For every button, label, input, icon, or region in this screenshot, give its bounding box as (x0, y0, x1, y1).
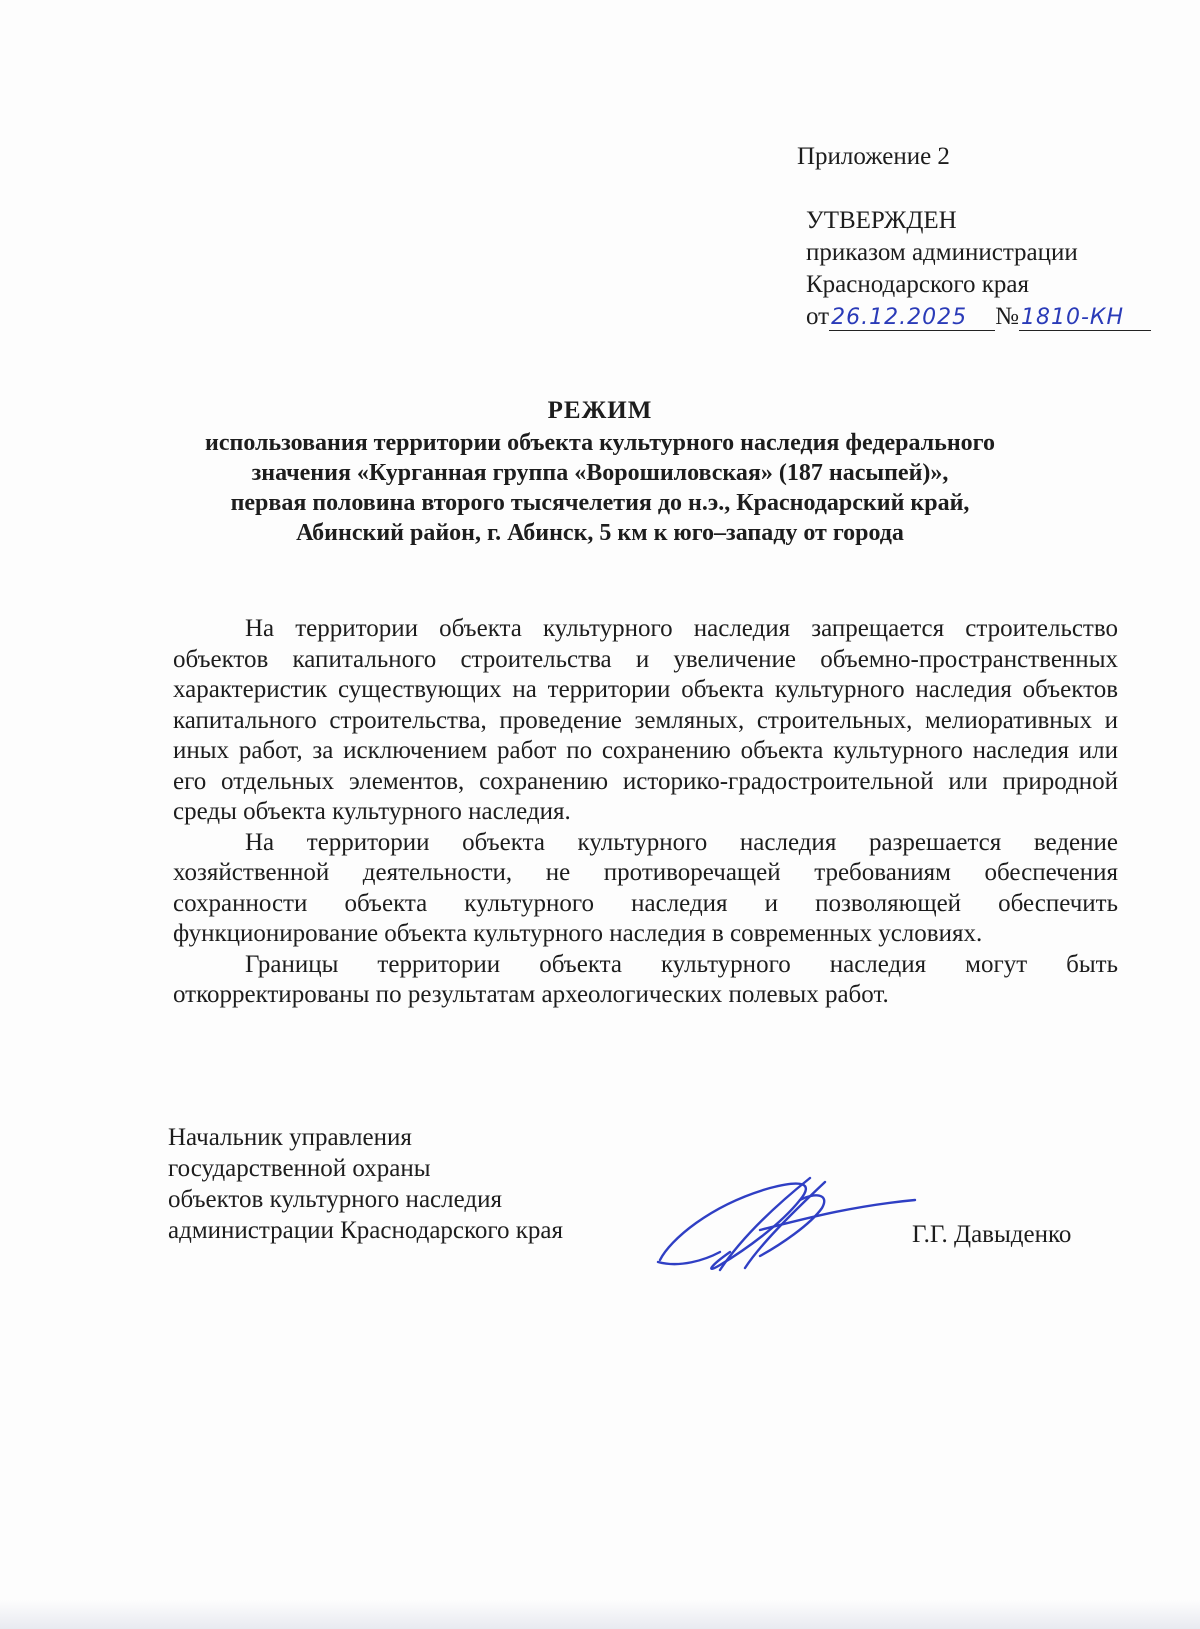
order-number: 1810-КН (1019, 306, 1151, 331)
approved-by-line1: приказом администрации (806, 239, 1078, 266)
body-paragraph-1: На территории объекта культурного наследия запрещается строительство объектов капитального строительства и увеличение объемно-пространственных характеристик существующих на территории объекта культурного наследия объектов капитального строительства, проведение земляных, строительных, мелиоративных и иных работ, за исключением работ по сохранению объекта культурного наследия или его отдельных элементов, сохранению историко-градостроительной или природной среды объекта культурного наследия. (173, 615, 1118, 825)
scan-edge-shadow (0, 1600, 1200, 1629)
signer-name: Г.Г. Давыденко (912, 1221, 1072, 1248)
title-line-3: первая половина второго тысячелетия до н.э., Краснодарский край, (230, 490, 970, 516)
handwritten-signature (650, 1170, 920, 1280)
signer-position-line2: государственной охраны (168, 1155, 431, 1182)
approved-by-line2: Краснодарского края (806, 271, 1029, 298)
order-date: 26.12.2025 (829, 306, 995, 331)
body-paragraph-3: Границы территории объекта культурного наследия могут быть откорректированы по результатам археологических полевых работ. (173, 950, 1118, 1008)
body-paragraph-2: На территории объекта культурного наследия разрешается ведение хозяйственной деятельности, не противоречащей требованиям обеспечения сохранности объекта культурного наследия и позволяющей обеспечить функционирование объекта культурного наследия в современных условиях. (173, 828, 1118, 947)
document-body (173, 614, 1118, 1011)
order-prefix: от (806, 303, 830, 330)
appendix-label: Приложение 2 (797, 143, 950, 170)
order-line (806, 301, 1151, 333)
approved-label: УТВЕРЖДЕН (806, 207, 957, 234)
title-line-4: Абинский район, г. Абинск, 5 км к юго–западу от города (296, 520, 904, 546)
order-number-sign: № (995, 303, 1019, 330)
signer-position-line3: объектов культурного наследия (168, 1186, 502, 1213)
signer-position-line4: администрации Краснодарского края (168, 1217, 564, 1244)
document-title (150, 396, 1050, 548)
title-line-2: значения «Курганная группа «Ворошиловская» (187 насыпей)», (251, 460, 949, 486)
approval-block (806, 205, 1151, 333)
title-main: РЕЖИМ (547, 397, 653, 424)
signer-position (168, 1122, 563, 1246)
signer-position-line1: Начальник управления (168, 1124, 412, 1151)
title-line-1: использования территории объекта культурного наследия федерального (205, 430, 995, 456)
